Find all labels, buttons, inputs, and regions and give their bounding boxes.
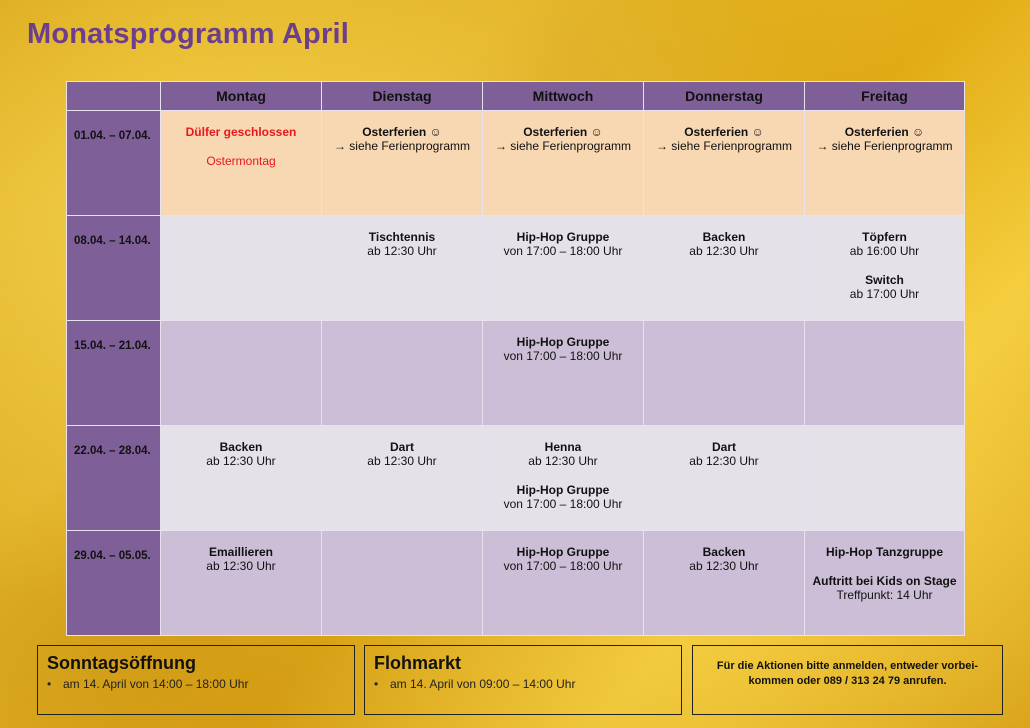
week-row — [67, 531, 965, 636]
event-item — [161, 545, 321, 573]
event-name: Dart — [711, 440, 736, 454]
list-item — [47, 677, 248, 691]
event-item — [161, 440, 321, 468]
event-name: Osterferien ☺ — [844, 125, 925, 139]
schedule-cell — [644, 216, 805, 321]
event-detail: von 17:00 – 18:00 Uhr — [503, 244, 623, 258]
schedule-cell — [161, 426, 322, 531]
event-detail: → siehe Ferienprogramm — [333, 139, 471, 153]
event-detail: ab 12:30 Uhr — [367, 244, 437, 258]
week-row — [67, 321, 965, 426]
event-detail: ab 12:30 Uhr — [528, 454, 598, 468]
event-item — [483, 483, 643, 511]
event-item — [644, 545, 804, 573]
day-header: Dienstag — [322, 82, 483, 111]
event-item — [322, 440, 482, 468]
event-name: Backen — [702, 230, 746, 244]
sunday-opening-date: am 14. April von 14:00 – 18:00 Uhr — [63, 677, 249, 691]
program-table — [66, 81, 965, 636]
schedule-cell — [805, 426, 965, 531]
event-name: Backen — [219, 440, 263, 454]
schedule-cell — [161, 216, 322, 321]
schedule-cell — [483, 531, 644, 636]
schedule-cell — [805, 321, 965, 426]
schedule-cell — [322, 216, 483, 321]
event-item — [644, 230, 804, 258]
corner-cell — [67, 82, 161, 111]
day-header: Montag — [161, 82, 322, 111]
event-item — [161, 125, 321, 139]
event-item — [161, 154, 321, 168]
header-row — [67, 82, 965, 111]
schedule-cell — [644, 321, 805, 426]
event-name: Tischtennis — [368, 230, 436, 244]
week-row — [67, 111, 965, 216]
event-item — [483, 440, 643, 468]
registration-note — [701, 659, 994, 689]
event-detail: ab 12:30 Uhr — [206, 454, 276, 468]
schedule-cell — [644, 111, 805, 216]
event-item — [483, 545, 643, 573]
schedule-cell — [322, 531, 483, 636]
bullet-icon: • — [374, 677, 379, 691]
week-label: 22.04. – 28.04. — [67, 426, 161, 531]
event-item — [805, 273, 964, 301]
event-name: Switch — [865, 273, 904, 287]
event-detail: ab 17:00 Uhr — [849, 287, 920, 301]
event-name: Hip-Hop Gruppe — [516, 335, 610, 349]
schedule-cell — [644, 426, 805, 531]
event-detail: ab 12:30 Uhr — [367, 454, 437, 468]
event-detail: von 17:00 – 18:00 Uhr — [503, 349, 623, 363]
flea-market-list — [374, 677, 575, 691]
bullet-icon: • — [47, 677, 52, 691]
event-detail: Ostermontag — [206, 154, 276, 168]
event-name: Dülfer geschlossen — [185, 125, 297, 139]
schedule-cell — [483, 321, 644, 426]
event-name: Töpfern — [862, 230, 907, 244]
sunday-opening-list — [47, 677, 248, 691]
schedule-cell — [322, 321, 483, 426]
event-item — [805, 545, 964, 559]
event-detail: ab 12:30 Uhr — [689, 244, 759, 258]
event-name: Emaillieren — [208, 545, 274, 559]
week-label: 29.04. – 05.05. — [67, 531, 161, 636]
flea-market-date: am 14. April von 09:00 – 14:00 Uhr — [390, 677, 576, 691]
event-detail: Treffpunkt: 14 Uhr — [836, 588, 933, 602]
event-item — [805, 574, 964, 602]
event-name: Osterferien ☺ — [362, 125, 442, 139]
event-item — [805, 125, 964, 153]
week-row — [67, 216, 965, 321]
list-item — [374, 677, 575, 691]
event-name: Auftritt bei Kids on Stage — [812, 574, 957, 588]
schedule-cell — [805, 216, 965, 321]
event-item — [483, 125, 643, 153]
week-label: 15.04. – 21.04. — [67, 321, 161, 426]
schedule-cell — [161, 321, 322, 426]
registration-note-line: Für die Aktionen bitte anmelden, entweder vorbei- — [716, 660, 979, 672]
event-detail: von 17:00 – 18:00 Uhr — [503, 559, 623, 573]
event-detail: ab 12:30 Uhr — [206, 559, 276, 573]
week-row — [67, 426, 965, 531]
event-item — [483, 230, 643, 258]
event-detail: ab 12:30 Uhr — [689, 559, 759, 573]
registration-note-line: kommen oder 089 / 313 24 79 anrufen. — [748, 675, 947, 687]
event-name: Hip-Hop Gruppe — [516, 483, 610, 497]
schedule-cell — [161, 531, 322, 636]
event-detail: → siehe Ferienprogramm — [816, 139, 953, 153]
event-detail: von 17:00 – 18:00 Uhr — [503, 497, 623, 511]
schedule-cell — [483, 426, 644, 531]
event-item — [644, 440, 804, 468]
schedule-cell — [644, 531, 805, 636]
sunday-opening-box — [37, 645, 355, 715]
week-label: 08.04. – 14.04. — [67, 216, 161, 321]
schedule-cell — [483, 111, 644, 216]
event-item — [322, 125, 482, 153]
event-name: Hip-Hop Gruppe — [516, 230, 610, 244]
event-detail: → siehe Ferienprogramm — [655, 139, 793, 153]
event-item — [322, 230, 482, 258]
schedule-cell — [322, 111, 483, 216]
event-name: Osterferien ☺ — [523, 125, 603, 139]
event-name: Hip-Hop Tanzgruppe — [825, 545, 944, 559]
event-name: Dart — [389, 440, 414, 454]
event-name: Henna — [544, 440, 582, 454]
event-detail: → siehe Ferienprogramm — [494, 139, 632, 153]
schedule-cell — [161, 111, 322, 216]
schedule-cell — [805, 111, 965, 216]
day-header: Freitag — [805, 82, 965, 111]
flea-market-box — [364, 645, 682, 715]
event-name: Backen — [702, 545, 746, 559]
schedule-cell — [805, 531, 965, 636]
event-detail: ab 12:30 Uhr — [689, 454, 759, 468]
schedule-cell — [322, 426, 483, 531]
event-item — [483, 335, 643, 363]
registration-note-box — [692, 645, 1003, 715]
week-label: 01.04. – 07.04. — [67, 111, 161, 216]
schedule-cell — [483, 216, 644, 321]
event-name: Osterferien ☺ — [684, 125, 764, 139]
flea-market-heading: Flohmarkt — [374, 653, 462, 673]
day-header: Donnerstag — [644, 82, 805, 111]
day-header: Mittwoch — [483, 82, 644, 111]
event-item — [805, 230, 964, 258]
page-title: Monatsprogramm April — [27, 18, 349, 50]
event-name: Hip-Hop Gruppe — [516, 545, 610, 559]
event-detail: ab 16:00 Uhr — [849, 244, 920, 258]
event-item — [644, 125, 804, 153]
sunday-opening-heading: Sonntagsöffnung — [47, 653, 196, 673]
